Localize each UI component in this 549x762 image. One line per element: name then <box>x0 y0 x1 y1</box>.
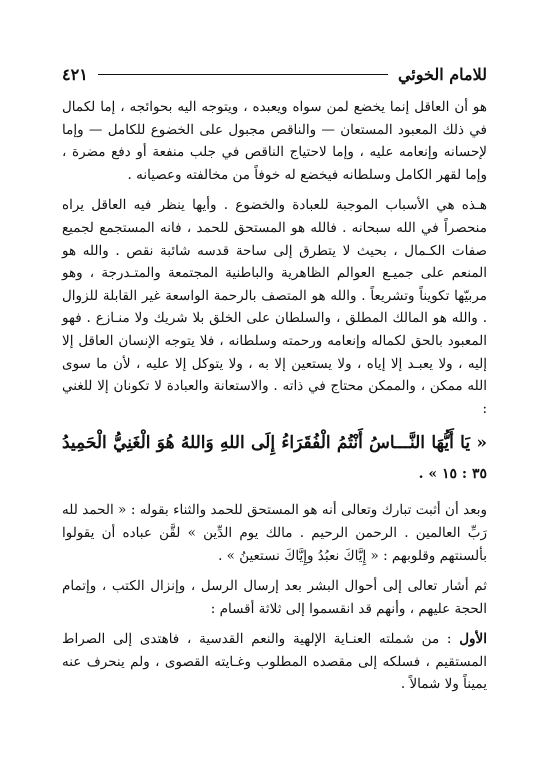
page-header <box>62 62 487 86</box>
paragraph-5-text: : من شملته العنـاية الإلهية والنعم القدسية ، فاهتدى إلى الصراط المستقيم ، فسلكه إلى مقصده المطلوب وغـايته القصوى ، ولم ينحرف عنه يميناً ولا شمالاً . <box>62 631 487 693</box>
header-rule <box>98 74 388 75</box>
paragraph-2: هـذه هي الأسباب الموجبة للعبادة والخضوع . وأيها ينظر فيه العاقل يراه منحصراً في الله سبحانه . فالله هو المستحق للحمد ، فانه المستجمع لجميع صفات الكـمال ، بحيث لا يتطرق إلى ساحة قدسه شائبة نقص . والله هو المنعم على جميـع العوالم الظاهرية والباطنية المجتمعة والمتـدرجة ، وهو مربيّها تكويناً وتشريعاً . والله هو المتصف بالرحمة الواسعة غير القابلة للزوال . والله هو المالك المطلق ، والسلطان على الخلق بلا شريك ولا منـازع . فهو المعبود بالحق لكماله وإنعامه ورحمته وسلطانه ، فلا يتوجه الإنسان العاقل إلا إليه ، ولا يعبـد إلا إياه ، ولا يستعين إلا به ، ولا يتوكل إلا عليه ، لأن ما سوى الله ممكن ، والممكن محتاج في ذاته . والاستعانة والعبادة لا تكونان إلا للغني : <box>62 197 487 417</box>
paragraph-5 <box>62 628 487 696</box>
verse-text: « يَا أَيُّهَا النَّـــاسُ أَنْتُمُ الْفُقَرَاءُ إِلَى اللهِ وَاللهُ هُوَ الْغَنِيُّ الْحَمِيدُ <box>62 433 487 454</box>
paragraph-1: هو أن العاقل إنما يخضع لمن سواه ويعبده ، ويتوجه اليه بحوائجه ، إما لكمال في ذلك المعبود المستعان — والناقص مجبول على الخضوع للكامل — وإما لإحسانه وإنعامه عليه ، وإما لاحتياج الناقص في جلب منفعة أو دفع مضرة ، وإما لقهر الكامل وسلطانه فيخضع له خوفاً من مخالفته وعصيانه . <box>62 99 487 183</box>
verse-reference: ٣٥ : ١٥ » . <box>418 466 487 483</box>
paragraph-lead: الأول <box>459 631 487 648</box>
page-number: ٤٢١ <box>62 64 88 84</box>
quran-verse <box>62 428 487 489</box>
running-title: للامام الخوئي <box>397 64 487 84</box>
paragraph-4: ثم أشار تعالى إلى أحوال البشر بعد إرسال الرسل ، وإنزال الكتب ، وإتمام الحجة عليهم ، وأنهم قد انقسموا إلى ثلاثة أقسام : <box>62 578 487 617</box>
paragraph-3: وبعد أن أثبت تبارك وتعالى أنه هو المستحق للحمد والثناء بقوله : « الحمد لله رَبِّ العالمين . الرحمن الرحيم . مالك يوم الدِّين » لقَّن عباده أن يقولوا بألسنتهم وقلوبهم : « إِيَّاكَ نعبُدُ وإِيَّاكَ نستعينُ » . <box>62 502 487 564</box>
page-body <box>62 96 487 704</box>
